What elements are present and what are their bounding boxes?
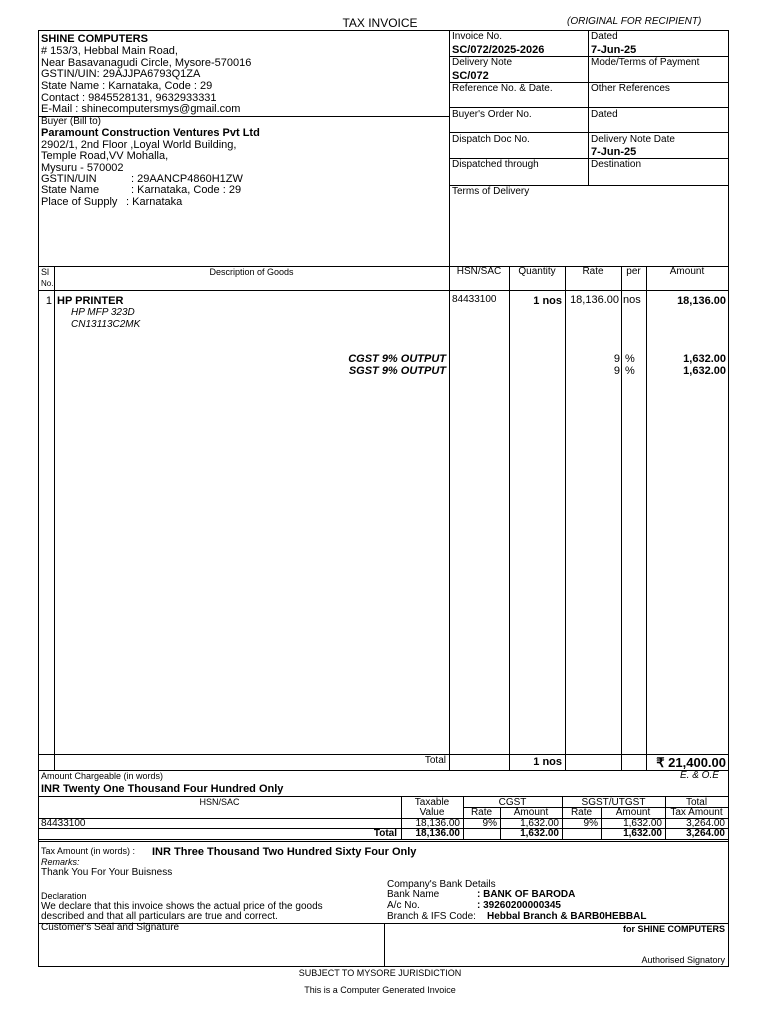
summary-total-taxable: 18,136.00 (415, 828, 460, 839)
bank-branch-value: Hebbal Branch & BARB0HEBBAL (487, 911, 647, 922)
payment-mode-label: Mode/Terms of Payment (591, 57, 700, 68)
summary-total-tax: 3,264.00 (686, 818, 725, 829)
declaration-line2: described and that all particulars are true and correct. (41, 911, 278, 922)
seller-address-line1: # 153/3, Hebbal Main Road, (41, 45, 178, 57)
buyer-pos-value: : Karnataka (126, 196, 183, 208)
terms-of-delivery-label: Terms of Delivery (452, 186, 530, 197)
dispatched-through-label: Dispatched through (452, 159, 539, 170)
remarks-text: Thank You For Your Buisness (41, 867, 173, 878)
tax-rate: 9 (613, 365, 620, 377)
col-sl: Sl (41, 267, 50, 277)
buyer-name: Paramount Construction Ventures Pvt Ltd (41, 127, 260, 139)
col-amount: Amount (669, 266, 705, 277)
buyers-order-label: Buyer's Order No. (452, 109, 532, 120)
summary-total-header2: Tax Amount (670, 807, 723, 818)
col-description: Description of Goods (209, 267, 294, 277)
eoe-label: E. & O.E (680, 770, 719, 781)
summary-total-label: Total (373, 828, 397, 839)
reference-label: Reference No. & Date. (452, 83, 553, 94)
item-sl: 1 (45, 295, 52, 307)
buyer-address-line1: 2902/1, 2nd Floor ,Loyal World Building, (41, 139, 237, 151)
summary-total-cgst: 1,632.00 (520, 828, 559, 839)
seller-gstin: GSTIN/UIN: 29AJJPA6793Q1ZA (41, 68, 201, 80)
delivery-note-value: SC/072 (452, 70, 489, 82)
tax-words-label: Tax Amount (in words) : (41, 846, 136, 856)
tax-words-value: INR Three Thousand Two Hundred Sixty Four Only (152, 846, 417, 858)
summary-cgst-rate-header: Rate (470, 807, 493, 818)
dated-value: 7-Jun-25 (591, 44, 637, 56)
item-serial: CN13113C2MK (71, 319, 141, 330)
invoice-no-value: SC/072/2025-2026 (452, 44, 545, 56)
delivery-note-date-value: 7-Jun-25 (591, 146, 637, 158)
summary-hsn-header: HSN/SAC (199, 797, 240, 807)
summary-taxable: 18,136.00 (415, 818, 460, 829)
order-dated-label: Dated (591, 109, 618, 120)
seller-contact: Contact : 9845528131, 9632933331 (41, 92, 217, 104)
summary-cgst-amount: 1,632.00 (520, 818, 559, 829)
bank-ac-label: A/c No. (387, 900, 420, 911)
summary-sgst-amount: 1,632.00 (623, 818, 662, 829)
summary-cgst-amount-header: Amount (513, 807, 549, 818)
bank-name-value: : BANK OF BARODA (477, 889, 576, 900)
buyer-gstin-label: GSTIN/UIN (41, 173, 97, 185)
seller-address-line2: Near Basavanagudi Circle, Mysore-570016 (41, 57, 252, 69)
jurisdiction-note: SUBJECT TO MYSORE JURISDICTION (298, 968, 462, 978)
summary-taxable-header2: Value (419, 807, 445, 818)
item-per: nos (623, 294, 641, 306)
declaration-line1: We declare that this invoice shows the actual price of the goods (41, 901, 323, 912)
invoice-title: TAX INVOICE (342, 16, 418, 30)
tax-rate: 9 (613, 353, 620, 365)
tax-per: % (625, 353, 635, 365)
computer-generated-note: This is a Computer Generated Invoice (304, 985, 456, 995)
total-qty: 1 nos (533, 756, 562, 768)
col-rate: Rate (582, 266, 604, 277)
item-rate: 18,136.00 (570, 294, 619, 306)
bank-branch-label: Branch & IFS Code: (387, 911, 476, 922)
col-quantity: Quantity (518, 266, 556, 277)
summary-taxable-header1: Taxable (414, 797, 450, 808)
invoice-no-label: Invoice No. (452, 31, 503, 42)
copy-label: (ORIGINAL FOR RECIPIENT) (567, 16, 702, 27)
authorised-signatory-label: Authorised Signatory (641, 955, 725, 965)
summary-sgst-rate: 9% (583, 818, 598, 829)
remarks-label: Remarks: (41, 857, 80, 867)
summary-total-header1: Total (685, 797, 708, 808)
buyer-pos-label: Place of Supply (41, 196, 118, 208)
delivery-note-date-label: Delivery Note Date (591, 134, 675, 145)
summary-sgst-rate-header: Rate (570, 807, 593, 818)
seller-email: E-Mail : shinecomputersmys@gmail.com (41, 103, 241, 115)
col-sl-no: No. (41, 279, 54, 288)
amount-in-words: INR Twenty One Thousand Four Hundred Only (41, 783, 284, 795)
tax-name: SGST 9% OUTPUT (348, 365, 446, 377)
total-amount: ₹ 21,400.00 (656, 755, 726, 770)
amount-chargeable-label: Amount Chargeable (in words) (41, 771, 164, 781)
buyer-state-label: State Name (41, 184, 100, 196)
tax-name: CGST 9% OUTPUT (348, 353, 446, 365)
declaration-label: Declaration (41, 891, 87, 901)
buyer-state-value: : Karnataka, Code : 29 (131, 184, 242, 196)
buyer-label: Buyer (Bill to) (41, 116, 102, 127)
buyer-address-line2: Temple Road,VV Mohalla, (41, 150, 169, 162)
bank-ac-value: : 39260200000345 (477, 900, 561, 911)
for-company-label: for SHINE COMPUTERS (622, 924, 725, 934)
summary-sgst-header: SGST/UTGST (581, 797, 646, 808)
tax-per: % (625, 365, 635, 377)
other-references-label: Other References (591, 83, 670, 94)
buyer-gstin-value: : 29AANCP4860H1ZW (131, 173, 243, 185)
tax-amount: 1,632.00 (683, 353, 726, 365)
buyer-address-line3: Mysuru - 570002 (41, 162, 124, 174)
summary-hsn: 84433100 (41, 818, 86, 829)
item-amount: 18,136.00 (677, 295, 726, 307)
summary-cgst-header: CGST (498, 797, 527, 808)
col-per: per (626, 266, 641, 277)
seller-name: SHINE COMPUTERS (41, 33, 148, 45)
summary-total-sgst: 1,632.00 (623, 828, 662, 839)
seller-state: State Name : Karnataka, Code : 29 (41, 80, 213, 92)
summary-sgst-amount-header: Amount (615, 807, 651, 818)
summary-total-tax-amount: 3,264.00 (686, 828, 725, 839)
summary-cgst-rate: 9% (482, 818, 497, 829)
item-model: HP MFP 323D (71, 307, 135, 318)
dated-label: Dated (591, 31, 618, 42)
delivery-note-label: Delivery Note (452, 57, 513, 68)
customer-seal-label: Customer's Seal and Signature (41, 922, 180, 933)
item-hsn: 84433100 (452, 294, 497, 305)
total-label: Total (424, 755, 446, 766)
item-name: HP PRINTER (57, 295, 124, 307)
col-hsn: HSN/SAC (456, 266, 502, 277)
bank-heading: Company's Bank Details (387, 879, 496, 890)
tax-amount: 1,632.00 (683, 365, 726, 377)
dispatch-doc-label: Dispatch Doc No. (452, 134, 530, 145)
destination-label: Destination (591, 159, 642, 170)
bank-name-label: Bank Name (387, 889, 440, 900)
item-qty: 1 nos (533, 295, 562, 307)
